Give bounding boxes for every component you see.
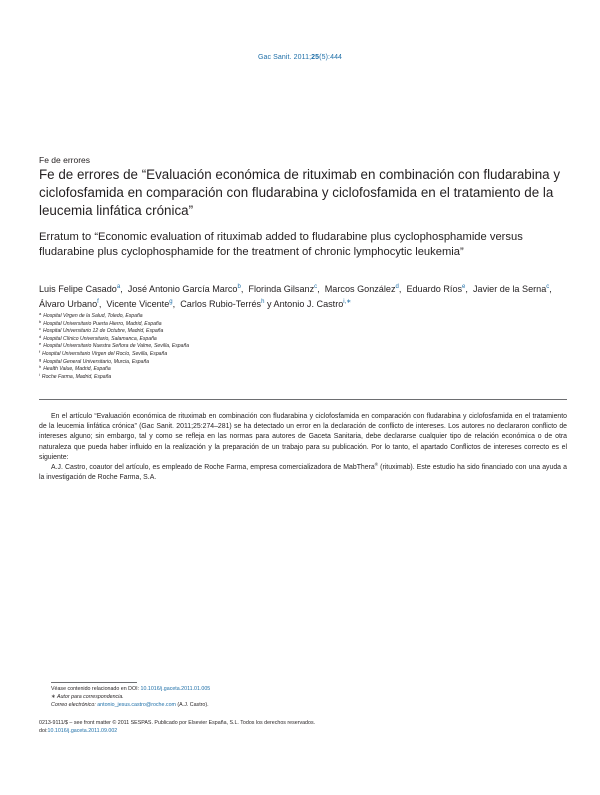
correspondence-note: ∗ Autor para correspondencia.: [51, 694, 124, 700]
body-paragraph: En el artículo “Evaluación económica de rituximab en combinación con fludarabina y ciclofosfamida en comparación con fludarabina y ciclofosfamida en el tratamiento de la leucemia linfática crónica” (Gac Sanit. 2011;25:274–281) se ha detectado un error en la declaración de conflicto de intereses. Los autores no declararon conflicto de intereses alguno; sin embargo, tal y como se refleja en las normas para autores de Gaceta Sanitaria, debe declararse cualquier tipo de relación económica o de otra naturaleza que pueda haber influido en la realización y la preparación de un trabajo para su publicación. Por lo tanto, el apartado Conflictos de intereses correcto es el siguiente:: [39, 413, 567, 461]
author-list: Luis Felipe Casado$^a$, José Antonio García Marco$^b$, Florinda Gilsanz$^c$, Marcos González$^d$, Eduardo Ríos$^e$, Javier de la Serna$^c$, Álvaro Urbano$^f$, Vicente Vicente$^g$, Carlos Rubio-Terrés$^h$ y Antonio J. Castro$^{i,∗}$: [39, 284, 555, 309]
author: José Antonio García Marco$^b$: [127, 284, 241, 294]
author: Álvaro Urbano$^f$: [39, 298, 99, 309]
copyright-block: [39, 719, 567, 735]
author: Carlos Rubio-Terrés$^h$: [180, 298, 265, 309]
author: Vicente Vicente$^g$: [106, 298, 173, 309]
affiliation: $^e$ Hospital Universitario Nuestra Señora de Valme, Sevilla, España: [39, 341, 190, 350]
related-content-note: Véase contenido relacionado en DOI: 10.1016/j.gaceta.2011.01.005: [51, 686, 211, 692]
footnotes: [51, 685, 551, 709]
affiliation: $^b$ Hospital Universitario Puerta Hierro, Madrid, España: [39, 318, 162, 327]
footnote-divider: [51, 682, 137, 683]
affiliation: $^c$ Hospital Universitario 12 de Octubre, Madrid, España: [39, 326, 164, 335]
affiliation: $^i$ Roche Farma, Madrid, España: [39, 371, 112, 380]
affiliation-list: [39, 313, 567, 381]
header-divider: [39, 399, 567, 400]
author: Eduardo Ríos$^e$: [406, 284, 466, 294]
author: Florinda Gilsanz$^c$: [248, 284, 318, 294]
article-title-english: Erratum to “Economic evaluation of rituximab added to fludarabine plus cyclophosphamide versus fludarabine plus cyclophosphamide for the treatment of chronic lymphocytic leukemia”: [39, 231, 523, 258]
doi-link[interactable]: 10.1016/j.gaceta.2011.09.002: [47, 728, 118, 735]
related-doi-link[interactable]: 10.1016/j.gaceta.2011.01.005: [140, 686, 211, 692]
affiliation: $^a$ Hospital Virgen de la Salud, Toledo, España: [39, 311, 143, 319]
journal-reference[interactable]: Gac Sanit. 2011;25(5):444: [257, 54, 343, 61]
doi-line: doi:10.1016/j.gaceta.2011.09.002: [39, 728, 118, 735]
affiliation: $^d$ Hospital Clínico Universitario, Salamanca, España: [39, 333, 157, 342]
email-link[interactable]: antonio_jesus.castro@roche.com: [97, 702, 176, 708]
author: Javier de la Serna$^c$: [472, 284, 550, 294]
author-corresponding: Antonio J. Castro$^{i,∗}$: [273, 298, 352, 309]
author: Marcos González$^d$: [324, 284, 399, 294]
body-paragraph: A.J. Castro, coautor del artículo, es empleado de Roche Farma, empresa comercializadora de MabThera® (rituximab). Este estudio ha sido financiado con una ayuda a la investigación de Roche Farma, S.A.: [39, 462, 567, 482]
affiliation: $^f$ Hospital Universitario Virgen del Rocío, Sevilla, España: [39, 348, 168, 357]
article-body: [39, 412, 567, 483]
author: Luis Felipe Casado$^a$: [39, 284, 121, 294]
section-label: Fe de errores: [39, 155, 91, 165]
author-joiner: y: [266, 298, 272, 309]
article-title-spanish: Fe de errores de “Evaluación económica de rituximab en combinación con fludarabina y ciclofosfamida en comparación con fludarabina y ciclofosfamida en el tratamiento de la leucemia linfática crónica”: [39, 167, 561, 219]
copyright-line: 0213-9111/$ – see front matter © 2011 SESPAS. Publicado por Elsevier España, S.L. Todos los derechos reservados.: [39, 720, 316, 726]
affiliation: $^g$ Hospital General Universitario, Murcia, España: [39, 356, 150, 365]
affiliation: $^h$ Health Value, Madrid, España: [39, 364, 111, 373]
email-note: Correo electrónico: antonio_jesus.castro@roche.com (A.J. Castro).: [51, 702, 209, 708]
